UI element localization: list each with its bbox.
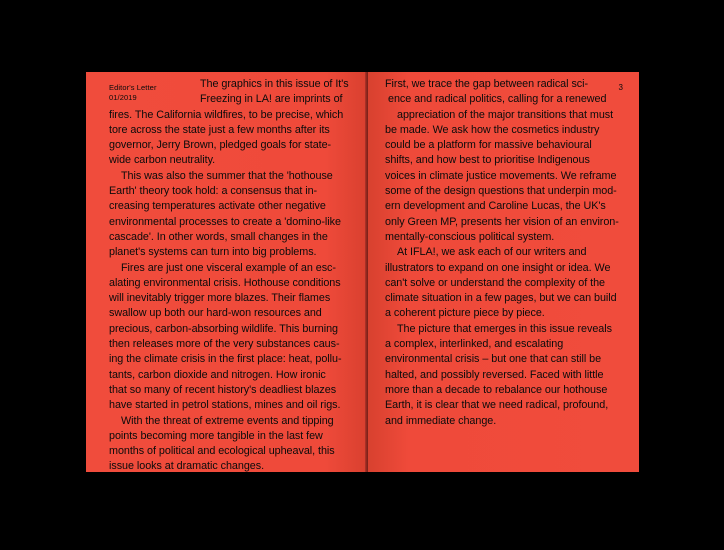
text-line: Earth, it is clear that we need radical, profound, xyxy=(385,399,609,412)
issue-number: 01/2019 xyxy=(109,93,137,102)
text-line: that so many of recent history's deadliest blazes xyxy=(109,383,337,396)
text-line: be made. We ask how the cosmetics industry xyxy=(385,123,600,136)
text-line: halted, and possibly reversed. Faced with little xyxy=(385,368,604,381)
right-body-text xyxy=(385,77,619,429)
text-line: cascade'. In other words, small changes in the xyxy=(109,230,328,243)
text-line: a complex, interlinked, and escalating xyxy=(385,338,564,351)
text-line: then releases more of the very substances caus- xyxy=(109,338,340,351)
text-line: ence and radical politics, calling for a renewed xyxy=(388,93,607,106)
text-line: The picture that emerges in this issue reveals xyxy=(397,322,612,335)
right-page xyxy=(368,72,639,472)
text-line: fires. The California wildfires, to be precise, which xyxy=(109,108,344,121)
text-line: swallow up both our hard-won resources and xyxy=(109,307,322,320)
text-line: could be a platform for massive behavioural xyxy=(385,139,592,152)
text-line: points becoming more tangible in the last few xyxy=(109,429,323,442)
text-line: environmental processes to create a 'domino-like xyxy=(109,215,341,228)
text-line: tants, carbon dioxide and nitrogen. How ironic xyxy=(109,368,326,381)
text-line: can't solve or understand the complexity of the xyxy=(385,276,605,289)
text-line: Freezing in LA! are imprints of xyxy=(200,93,343,106)
text-line: mentally-conscious political system. xyxy=(385,230,555,243)
text-line: and immediate change. xyxy=(385,414,497,427)
open-booklet xyxy=(86,72,639,472)
text-line: governor, Jerry Brown, pledged goals for state- xyxy=(109,139,332,152)
text-line: With the threat of extreme events and tipping xyxy=(121,414,334,427)
text-line: a coherent picture piece by piece. xyxy=(385,307,545,320)
left-page xyxy=(86,72,367,472)
text-line: have started in petrol stations, mines and oil rigs. xyxy=(109,399,341,412)
text-line: climate situation in a few pages, but we can build xyxy=(385,292,617,305)
text-line: appreciation of the major transitions that must xyxy=(397,108,614,121)
text-line: planet's systems can turn into big problems. xyxy=(109,246,317,259)
text-line: alating environmental crisis. Hothouse conditions xyxy=(109,276,341,289)
text-line: voices in climate justice movements. We reframe xyxy=(385,169,617,182)
text-line: will inevitably trigger more blazes. Their flames xyxy=(109,292,331,305)
text-line: some of the design questions that underpin mod- xyxy=(385,185,617,198)
text-line: wide carbon neutrality. xyxy=(109,154,216,167)
text-line: illustrators to expand on one insight or idea. We xyxy=(385,261,611,274)
text-line: Earth' theory took hold: a consensus that in- xyxy=(109,185,318,198)
page-number: 3 xyxy=(618,83,623,92)
left-body-text xyxy=(109,77,349,475)
text-line: environmental crisis – but one that can still be xyxy=(385,353,602,366)
text-line: This was also the summer that the 'hothouse xyxy=(121,169,333,182)
text-line: more than a decade to rebalance our hothouse xyxy=(385,383,608,396)
text-line: First, we trace the gap between radical sci- xyxy=(385,78,589,90)
text-line: At IFLA!, we ask each of our writers and xyxy=(397,246,587,259)
text-line: Fires are just one visceral example of an esc- xyxy=(121,261,336,274)
text-line: shifts, and how best to prioritise Indigenous xyxy=(385,154,590,167)
text-line: precious, carbon-absorbing wildlife. This burning xyxy=(109,322,339,335)
text-line: tore across the state just a few months after its xyxy=(109,123,330,136)
text-line: months of political and ecological upheaval, this xyxy=(109,445,335,458)
text-line: ern development and Caroline Lucas, the UK's xyxy=(385,200,606,213)
text-line: The graphics in this issue of It's xyxy=(200,78,349,90)
text-line: only Green MP, presents her vision of an environ- xyxy=(385,215,619,228)
text-line: ing the climate crisis in the first place: heat, pollu- xyxy=(109,353,342,366)
text-line: creasing temperatures activate other negative xyxy=(109,200,326,213)
section-label: Editor's Letter xyxy=(109,83,157,92)
text-line: issue looks at dramatic changes. xyxy=(109,460,265,473)
